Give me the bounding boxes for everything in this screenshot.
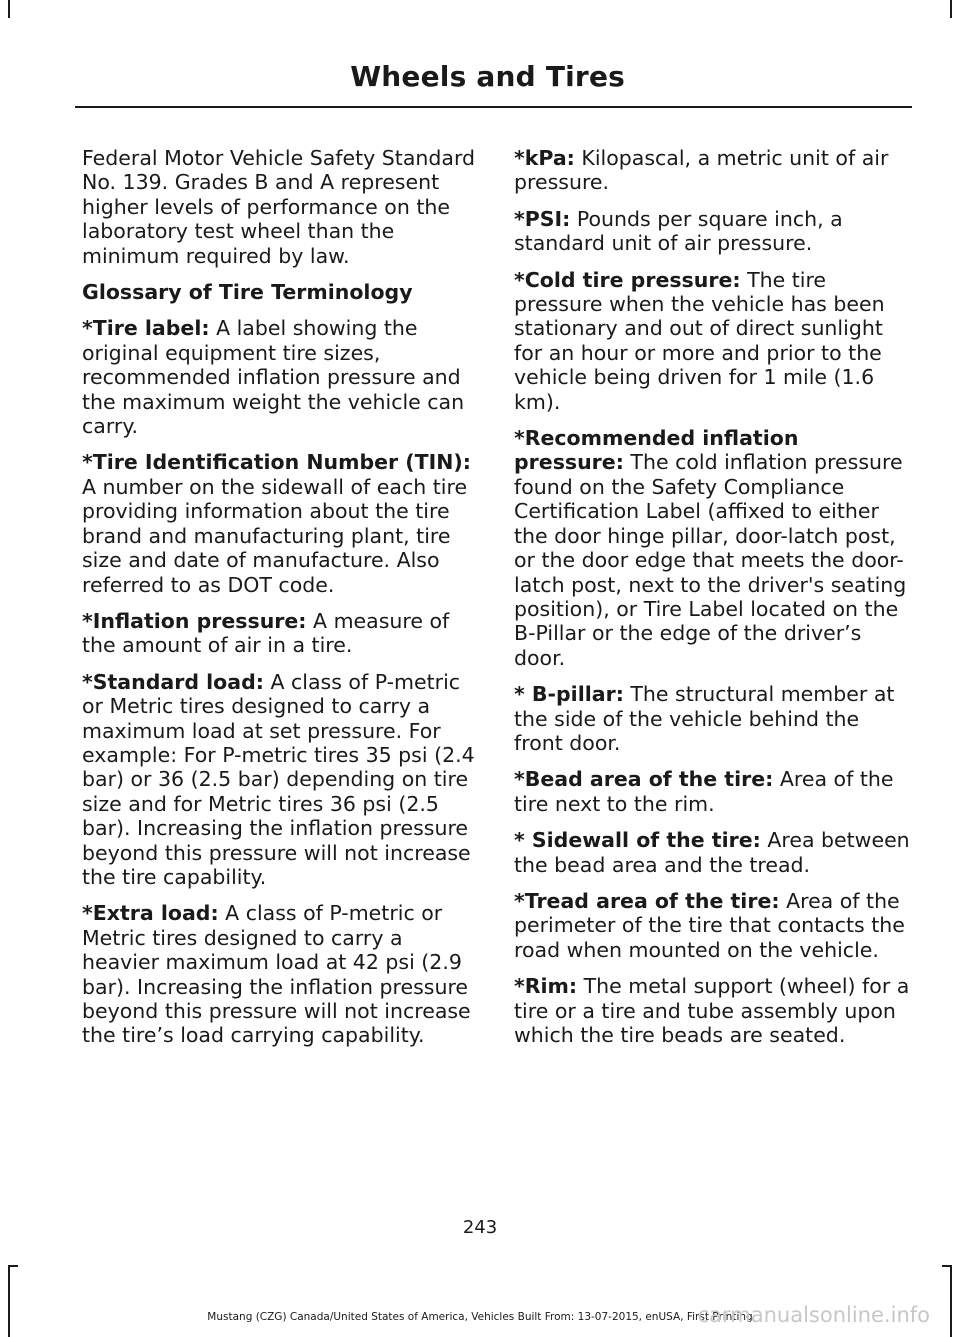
crop-mark-bottom-left <box>8 1267 10 1337</box>
glossary-entry-kpa <box>514 146 912 195</box>
watermark: carmanualsonline.info <box>697 1303 930 1327</box>
page-title: Wheels and Tires <box>350 60 625 93</box>
glossary-term: *Cold tire pressure: <box>514 267 741 292</box>
glossary-definition: The structural member at the side of the vehicle behind the front door. <box>514 682 895 755</box>
glossary-definition: The tire pressure when the vehicle has been stationary and out of direct sunlight for an hour or more and prior to the vehicle being driven for 1 mile (1.6 km). <box>514 267 885 414</box>
glossary-term: *Tire Identification Number (TIN): <box>82 450 471 475</box>
glossary-term: *Rim: <box>514 974 578 999</box>
glossary-term: *Tread area of the tire: <box>514 888 780 913</box>
glossary-definition: Kilopascal, a metric unit of air pressure. <box>514 146 889 195</box>
right-column <box>514 146 912 1059</box>
glossary-definition: Area of the perimeter of the tire that contacts the road when mounted on the vehicle. <box>514 888 905 962</box>
glossary-term: *Tire label: <box>82 316 210 341</box>
crop-mark-bottom-left-tick <box>8 1265 18 1267</box>
glossary-entry-sidewall <box>514 828 912 877</box>
header-divider <box>75 106 912 108</box>
glossary-entry-standard-load <box>82 670 480 890</box>
crop-mark-bottom-right-tick <box>942 1265 952 1267</box>
glossary-term: *Bead area of the tire: <box>514 767 774 792</box>
glossary-definition: Pounds per square inch, a standard unit of air pressure. <box>514 206 843 256</box>
glossary-term: *Standard load: <box>82 669 264 694</box>
left-column <box>82 146 480 1060</box>
glossary-term: *Extra load: <box>82 901 219 926</box>
glossary-definition: Area between the bead area and the tread. <box>514 828 910 877</box>
glossary-definition: A label showing the original equipment tire sizes, recommended inflation pressure and the maximum weight the vehicle can carry. <box>82 316 465 439</box>
glossary-entry-extra-load <box>82 901 480 1047</box>
glossary-entry-psi <box>514 207 912 256</box>
glossary-definition: A class of P-metric or Metric tires designed to carry a maximum load at set pressure. For example: For P-metric tires 35 psi (2.4 bar) or 36 (2.5 bar) depending on tire size and for Metric tires 36 psi (2.5 bar). Increasing the inflation pressure beyond this pressure will not increase the tire capability. <box>82 669 475 889</box>
glossary-definition: Area of the tire next to the rim. <box>514 767 894 816</box>
glossary-entry-b-pillar <box>514 682 912 755</box>
glossary-term: *Inflation pressure: <box>82 608 307 633</box>
glossary-entry-inflation-pressure <box>82 609 480 658</box>
glossary-definition: A number on the sidewall of each tire providing information about the tire brand and manufacturing plant, tire size and date of manufacture. Also referred to as DOT code. <box>82 474 468 597</box>
crop-mark-top-right <box>950 0 952 18</box>
glossary-heading: Glossary of Tire Terminology <box>82 280 413 305</box>
intro-paragraph: Federal Motor Vehicle Safety Standard No. 139. Grades B and A represent higher levels of performance on the laboratory test wheel than the minimum required by law. <box>82 146 476 268</box>
crop-mark-top-left <box>8 0 10 18</box>
glossary-entry-bead-area <box>514 767 912 816</box>
footer-note: Mustang (CZG) Canada/United States of America, Vehicles Built From: 13-07-2015, enUSA, First Printing <box>207 1311 753 1323</box>
page-number: 243 <box>462 1217 498 1238</box>
glossary-definition: A class of P-metric or Metric tires designed to carry a heavier maximum load at 42 psi (2.9 bar). Increasing the inflation pressure beyond this pressure will not increase the tire’s load carrying capability. <box>82 901 471 1048</box>
crop-mark-bottom-right <box>950 1267 952 1337</box>
glossary-entry-rim <box>514 974 912 1047</box>
glossary-entry-tire-label <box>82 316 480 438</box>
glossary-term: *Recommended inflation pressure: <box>514 426 799 475</box>
glossary-term: * Sidewall of the tire: <box>514 828 761 853</box>
glossary-definition: The cold inflation pressure found on the Safety Compliance Certification Label (affixed to either the door hinge pillar, door-latch post, or the door edge that meets the door-latch post, next to the driver's seating position), or Tire Label located on the B-Pillar or the edge of the driver’s door. <box>514 450 907 670</box>
glossary-entry-cold-tire-pressure <box>514 268 912 414</box>
glossary-definition: The metal support (wheel) for a tire or a tire and tube assembly upon which the tire beads are seated. <box>514 974 910 1047</box>
glossary-entry-recommended-inflation-pressure <box>514 426 912 670</box>
glossary-definition: A measure of the amount of air in a tire. <box>82 608 450 658</box>
glossary-term: *kPa: <box>514 146 575 170</box>
glossary-term: *PSI: <box>514 206 571 231</box>
glossary-term: * B-pillar: <box>514 682 624 707</box>
glossary-entry-tread-area <box>514 889 912 962</box>
glossary-entry-tin <box>82 450 480 596</box>
